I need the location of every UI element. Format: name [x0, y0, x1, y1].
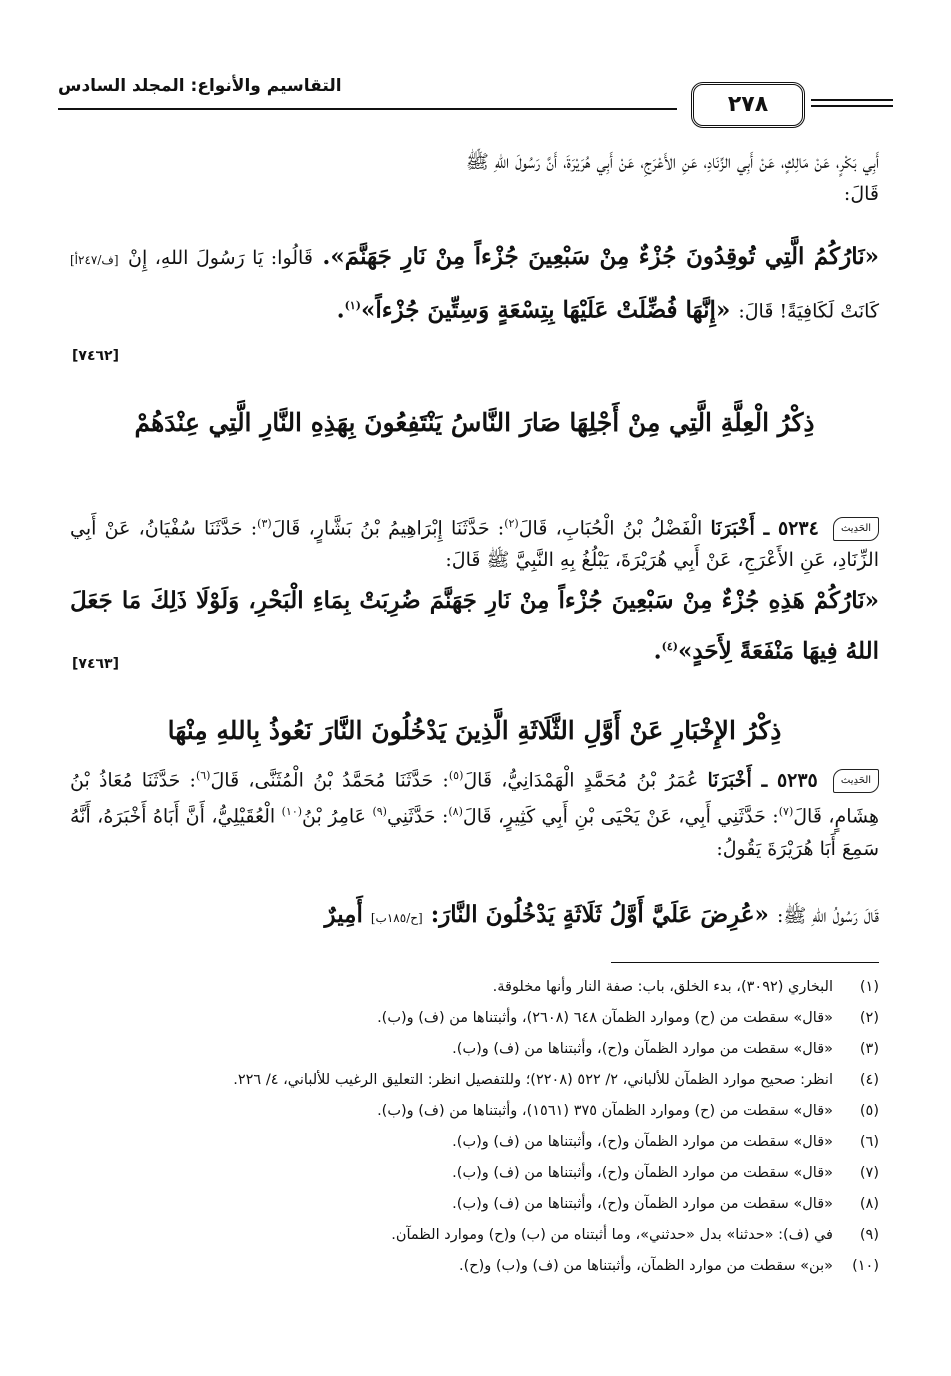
- header-rule: [811, 99, 893, 101]
- isnad-text: عُمَرُ بْنُ مُحَمَّدٍ الْهَمْدَانِيُّ، قَالَ: [463, 769, 699, 792]
- footnote-text: «بن» سقطت من موارد الظمآن، وأثبتناها من (ف) و(ب) و(ح).: [458, 1258, 833, 1274]
- footnote: [78, 972, 879, 1003]
- isnad-text: : حَدَّثَنَا سُفْيَانُ، عَنْ أَبِي الزِّنَادِ، عَنِ الأَعْرَجِ، عَنْ أَبِي هُرَيْرَةَ، يَبْلُغُ بِهِ النَّبِيَّ ﷺ قَالَ:: [70, 517, 879, 572]
- footnote: [78, 1003, 879, 1034]
- running-title: التقاسيم والأنواع: المجلد السادس: [58, 76, 342, 96]
- footnote-ref: (٣): [257, 517, 272, 530]
- footnote-mark: (٥): [859, 1103, 879, 1119]
- paragraph-isnad-2: [70, 508, 879, 576]
- chapter-heading-1: ذِكْرُ الْعِلَّةِ الَّتِي مِنْ أَجْلِهَا صَارَ النَّاسُ يَنْتَفِعُونَ بِهَذِهِ النَّارِ الَّتِي عِنْدَهُمْ: [134, 408, 815, 437]
- footnote-mark: (٨): [859, 1196, 879, 1212]
- footnote-ref: (٩): [372, 805, 387, 819]
- header-rule: [58, 108, 677, 110]
- footnote: [78, 1096, 879, 1127]
- footnote: [78, 1220, 879, 1251]
- hadith-matn: «نَارُكُمُ الَّتِي تُوقِدُونَ جُزْءٌ مِنْ سَبْعِينَ جُزْءاً مِنْ نَارِ جَهَنَّمَ».: [322, 243, 879, 270]
- footnote-text: «قال» سقطت من موارد الظمآن و(ح)، وأثبتناها من (ف) و(ب).: [452, 1196, 833, 1212]
- text-line: قَالَ:: [843, 183, 879, 205]
- isnad-text: : حَدَّثَنِي أَبِي، عَنْ يَحْيَى بْنِ أَبِي كَثِيرٍ، قَالَ: [462, 805, 779, 828]
- isnad-text: الْفَضْلُ بْنُ الْحُبَابِ، قَالَ: [518, 517, 703, 540]
- running-header: [58, 74, 893, 130]
- footnote: [78, 1065, 879, 1096]
- isnad-text: الْعُقَيْلِيُّ، أَنَّ أَبَاهُ أَخْبَرَهُ، أَنَّهُ سَمِعَ أَبَا هُرَيْرَةَ يَقُولُ:: [70, 805, 879, 860]
- isnad-text: : حَدَّثَنِي: [386, 805, 449, 828]
- manuscript-marker: [ح/١٨٥ب]: [370, 911, 423, 925]
- footnote: [78, 1251, 879, 1282]
- footnote-text: البخاري (٣٠٩٢)، بدء الخلق، باب: صفة النار وأنها مخلوقة.: [492, 979, 833, 995]
- hadith-reference: [٧٤٦٢]: [72, 348, 119, 364]
- footnote-ref: (١٠): [281, 805, 303, 819]
- footnotes: [78, 972, 879, 1282]
- footnote-text: «قال» سقطت من موارد الظمآن و(ح)، وأثبتناها من (ف) و(ب).: [452, 1165, 833, 1181]
- page-number: ٢٧٨: [691, 82, 805, 128]
- hadith-matn: «عُرِضَ عَلَيَّ أَوَّلُ ثَلَاثَةٍ يَدْخُلُونَ النَّارَ:: [430, 901, 769, 928]
- footnote-text: «قال» سقطت من موارد الظمآن و(ح)، وأثبتناها من (ف) و(ب).: [452, 1134, 833, 1150]
- footnote-ref: (١): [344, 299, 361, 312]
- footnote-mark: (٩): [859, 1227, 879, 1243]
- isnad-text: عَامِرُ بْنُ: [302, 805, 367, 828]
- footnote-text: «قال» سقطت من (ح) وموارد الظمآن ٣٧٥ (١٥٦١)، وأثبتناها من (ف) و(ب).: [377, 1103, 833, 1119]
- footnote-ref: (٢): [504, 517, 519, 530]
- isnad-text: : حَدَّثَنَا مُعَاذُ بْنُ هِشَامٍ، قَالَ: [70, 769, 879, 828]
- hadith-ornament-icon: الحَدِيث: [833, 517, 879, 541]
- footnote-text: «قال» سقطت من موارد الظمآن و(ح)، وأثبتناها من (ف) و(ب).: [452, 1041, 833, 1057]
- hadith-text-3: [70, 892, 879, 941]
- footnote: [78, 1127, 879, 1158]
- footnote-mark: (١): [859, 979, 879, 995]
- text-line: أَبِي بَكْرٍ، عَنْ مَالِكٍ، عَنْ أَبِي الزِّنَادِ، عَنِ الأَعْرَجِ، عَنْ أَبِي هُرَيْرَةَ، أَنَّ رَسُولَ اللهِ ﷺ: [465, 151, 879, 173]
- footnote-mark: (٣): [859, 1041, 879, 1057]
- narration-text: كَانَتْ لَكَافِيَةً! قَالَ:: [738, 300, 879, 323]
- footnote-mark: (٢): [859, 1010, 879, 1026]
- narration-text: قَالُوا: يَا رَسُولَ اللهِ، إِنْ: [128, 247, 313, 269]
- hadith-matn: «نَارُكُمْ هَذِهِ جُزْءٌ مِنْ سَبْعِينَ جُزْءاً مِنْ نَارِ جَهَنَّمَ ضُرِبَتْ بِمَاءِ الْبَحْرِ، وَلَوْلَا ذَلِكَ مَا جَعَلَ اللهُ فِيهَا مَنْفَعَةً لِأَحَدٍ»: [70, 587, 879, 665]
- isnad-text: : حَدَّثَنَا إِبْرَاهِيمُ بْنُ بَشَّارٍ، قَالَ: [271, 517, 505, 540]
- footnote: [78, 1158, 879, 1189]
- footnote-text: «قال» سقطت من (ح) وموارد الظمآن ٦٤٨ (٢٦٠٨)، وأثبتناها من (ف) و(ب).: [377, 1010, 833, 1026]
- hadith-number: ٥٢٣٥ ـ أَخْبَرَنَا: [707, 769, 818, 792]
- paragraph-isnad-1: [70, 146, 879, 210]
- footnote-ref: (٨): [448, 805, 463, 819]
- footnote: [78, 1034, 879, 1065]
- footnote-mark: (٦): [859, 1134, 879, 1150]
- footnote-ref: (٦): [195, 769, 211, 782]
- hadith-number: ٥٢٣٤ ـ أَخْبَرَنَا: [710, 517, 819, 540]
- footnote-separator: [611, 962, 879, 963]
- paragraph-isnad-3: [70, 760, 879, 865]
- narration-text: قَالَ رَسُولُ اللهِ ﷺ:: [776, 905, 879, 927]
- hadith-matn: أَمِيرٌ: [324, 901, 363, 928]
- manuscript-marker: [ف/٢٤٧أ]: [70, 253, 119, 267]
- footnote-mark: (٤): [859, 1072, 879, 1088]
- footnote-ref: (٧): [778, 805, 794, 819]
- footnote-mark: (١٠): [852, 1258, 879, 1274]
- footnote-mark: (٧): [859, 1165, 879, 1181]
- footnote-ref: (٤): [661, 640, 678, 653]
- header-rule: [811, 105, 893, 107]
- footnote-text: في (ف): «حدثنا» بدل «حدثني»، وما أثبتناه من (ب) و(ح) وموارد الظمآن.: [391, 1227, 833, 1243]
- hadith-text-2: «نَارُكُمْ هَذِهِ جُزْءٌ مِنْ سَبْعِينَ جُزْءاً مِنْ نَارِ جَهَنَّمَ ضُرِبَتْ بِمَاءِ الْبَحْرِ، وَلَوْلَا ذَلِكَ مَا جَعَلَ اللهُ فِيهَا مَنْفَعَةً لِأَحَدٍ»$^{(٤)}$.: [70, 587, 879, 665]
- footnote-ref: (٥): [448, 769, 464, 782]
- hadith-ornament-icon: الحَدِيث: [833, 769, 879, 793]
- chapter-heading-2: ذِكْرُ الإِخْبَارِ عَنْ أَوَّلِ الثَّلَاثَةِ الَّذِينَ يَدْخُلُونَ النَّارَ نَعُوذُ بِاللهِ مِنْهَا: [167, 716, 782, 745]
- footnote: [78, 1189, 879, 1220]
- hadith-text-1: «نَارُكُمُ الَّتِي تُوقِدُونَ جُزْءٌ مِنْ سَبْعِينَ جُزْءاً مِنْ نَارِ جَهَنَّمَ». قَالُوا: يَا رَسُولَ اللهِ، إِنْ [ف/٢٤٧أ] كَانَتْ لَكَافِيَةً! قَالَ: «إِنَّهَا فُضِّلَتْ عَلَيْهَا بِتِسْعَةٍ وَسِتِّينَ جُزْءاً»$^{(١)}$.: [70, 243, 879, 324]
- hadith-reference: [٧٤٦٣]: [72, 656, 119, 672]
- footnote-text: انظر: صحيح موارد الظمآن للألباني، ٢/ ٥٢٢ (٢٢٠٨)؛ وللتفصيل انظر: التعليق الرغيب للألباني، ٤/ ٢٢٦.: [233, 1072, 833, 1088]
- hadith-matn: «إِنَّهَا فُضِّلَتْ عَلَيْهَا بِتِسْعَةٍ وَسِتِّينَ جُزْءاً»: [360, 296, 731, 324]
- isnad-text: : حَدَّثَنَا مُحَمَّدُ بْنُ الْمُثَنَّى، قَالَ: [210, 769, 449, 792]
